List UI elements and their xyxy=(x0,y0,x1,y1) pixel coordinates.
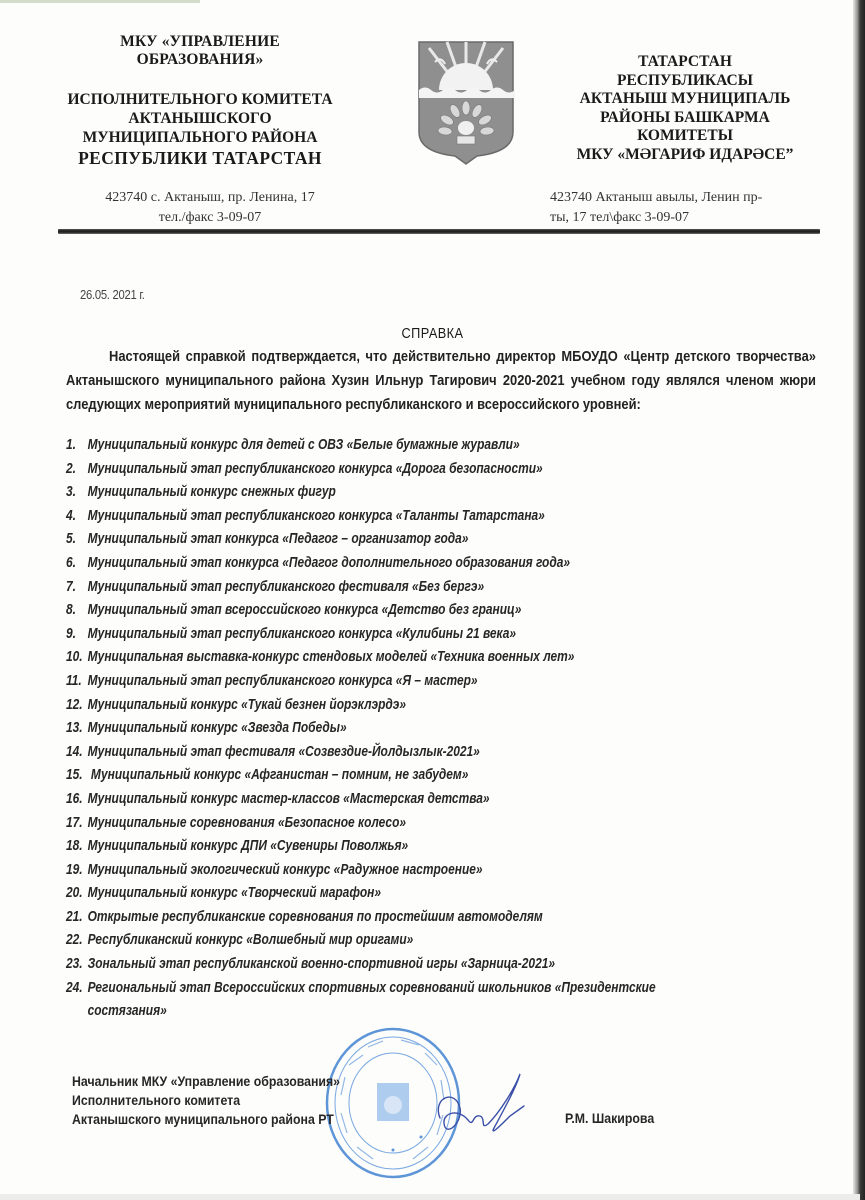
org-name-line: ОБРАЗОВАНИЯ» xyxy=(136,51,264,68)
list-item: 9. Муниципальный этап республиканского конкурса «Кулибины 21 века» xyxy=(66,625,517,642)
document-date: 26.05. 2021 г. xyxy=(80,288,145,302)
list-item: 22. Республиканский конкурс «Волшебный мир оригами» xyxy=(66,932,414,949)
signer-name: Р.М. Шакирова xyxy=(565,1110,655,1126)
list-item: 15. Муниципальный конкурс «Афганистан – помним, не забудем» xyxy=(66,767,469,784)
org-name-tatar-line: МКУ «МӘГАРИФ ИДАРӘСЕ” xyxy=(576,145,794,163)
org-body-line: ИСПОЛНИТЕЛЬНОГО КОМИТЕТА xyxy=(67,91,333,108)
scan-artifact-bottom xyxy=(0,1194,860,1200)
list-item: 6. Муниципальный этап конкурса «Педагог дополнительного образования года» xyxy=(66,554,571,571)
list-item: 2. Муниципальный этап республиканского конкурса «Дорога безопасности» xyxy=(66,460,543,477)
signer-title-line: Исполнительного комитета xyxy=(72,1092,241,1108)
address-line: 423740 Актаныш авылы, Ленин пр- xyxy=(550,190,763,205)
letterhead-right xyxy=(540,53,830,164)
list-item: 18. Муниципальный конкурс ДПИ «Сувениры Поволжья» xyxy=(66,838,409,855)
org-name-line: МКУ «УПРАВЛЕНИЕ xyxy=(120,33,280,50)
list-item: 11. Муниципальный этап республиканского конкурса «Я – мастер» xyxy=(66,672,478,689)
scan-artifact-top xyxy=(0,0,200,3)
address-left xyxy=(60,188,360,228)
org-name-tatar-line: КОМИТЕТЫ xyxy=(637,127,733,144)
list-item: 13. Муниципальный конкурс «Звезда Победы» xyxy=(66,720,347,737)
list-item: 4. Муниципальный этап республиканского конкурса «Таланты Татарстана» xyxy=(66,507,545,524)
phone-line: тел./факс 3-09-07 xyxy=(158,210,262,225)
list-item: 3. Муниципальный конкурс снежных фигур xyxy=(66,484,336,501)
list-item: 23. Зональный этап республиканской военно-спортивной игры «Зарница-2021» xyxy=(66,956,556,973)
list-item: 19. Муниципальный экологический конкурс «Радужное настроение» xyxy=(66,861,483,878)
certificate-intro xyxy=(66,345,816,417)
list-item: 17. Муниципальные соревнования «Безопасное колесо» xyxy=(66,814,407,831)
signer-title-line: Актанышского муниципального района РТ xyxy=(72,1111,334,1127)
org-body-line: АКТАНЫШСКОГО xyxy=(128,110,272,127)
list-item: 24. Региональный этап Всероссийских спортивных соревнований школьников «Президентские состязания» xyxy=(66,979,656,1020)
list-item: 14. Муниципальный этап фестиваля «Созвездие-Йолдызлык-2021» xyxy=(66,743,480,760)
scan-edge-shadow xyxy=(853,0,865,1200)
org-body-line: РЕСПУБЛИКИ ТАТАРСТАН xyxy=(78,148,322,168)
coat-of-arms-icon xyxy=(417,40,515,166)
org-body-line: МУНИЦИПАЛЬНОГО РАЙОНА xyxy=(82,129,318,146)
jury-events-list xyxy=(66,434,826,1024)
letterhead-left xyxy=(40,33,360,169)
document-title: СПРАВКА xyxy=(401,325,464,342)
list-item: 16. Муниципальный конкурс мастер-классов «Мастерская детства» xyxy=(66,790,490,807)
list-item: 12. Муниципальный конкурс «Тукай безнен йорэклэрдэ» xyxy=(66,696,407,713)
list-item: 1. Муниципальный конкурс для детей с ОВЗ «Белые бумажные журавли» xyxy=(66,437,520,453)
list-item: 20. Муниципальный конкурс «Творческий марафон» xyxy=(66,885,382,902)
letterhead-divider xyxy=(58,229,820,234)
org-name-tatar-line: ТАТАРСТАН xyxy=(638,53,732,70)
signature-block xyxy=(72,1072,377,1129)
address-line: 423740 с. Актаныш, пр. Ленина, 17 xyxy=(105,190,315,205)
list-item: 21. Открытые республиканские соревнования по простейшим автомоделям xyxy=(66,908,543,925)
phone-line: ты, 17 тел\факс 3-09-07 xyxy=(550,210,690,225)
intro-paragraph: Настоящей справкой подтверждается, что действительно директор МБОУДО «Центр детского творчества» Актанышского муниципального района Хузин Ильнур Тагирович 2020-2021 учебном году являлся членом жюри следующих мероприятий муниципального республиканского и всероссийского уровней: xyxy=(66,348,816,413)
signer-title-line: Начальник МКУ «Управление образования» xyxy=(72,1073,341,1089)
list-item: 5. Муниципальный этап конкурса «Педагог – организатор года» xyxy=(66,531,469,548)
list-item: 8. Муниципальный этап всероссийского конкурса «Детство без границ» xyxy=(66,602,522,619)
org-name-tatar-line: РАЙОНЫ БАШКАРМА xyxy=(600,108,770,126)
address-right xyxy=(550,188,810,228)
org-name-tatar-line: АКТАНЫШ МУНИЦИПАЛЬ xyxy=(579,90,791,107)
org-name-tatar-line: РЕСПУБЛИКАСЫ xyxy=(617,71,753,89)
list-item: 10. Муниципальная выставка-конкурс стендовых моделей «Техника военных лет» xyxy=(66,649,575,666)
list-item: 7. Муниципальный этап республиканского фестиваля «Без бергэ» xyxy=(66,578,485,595)
handwritten-signature-icon xyxy=(430,1068,530,1148)
